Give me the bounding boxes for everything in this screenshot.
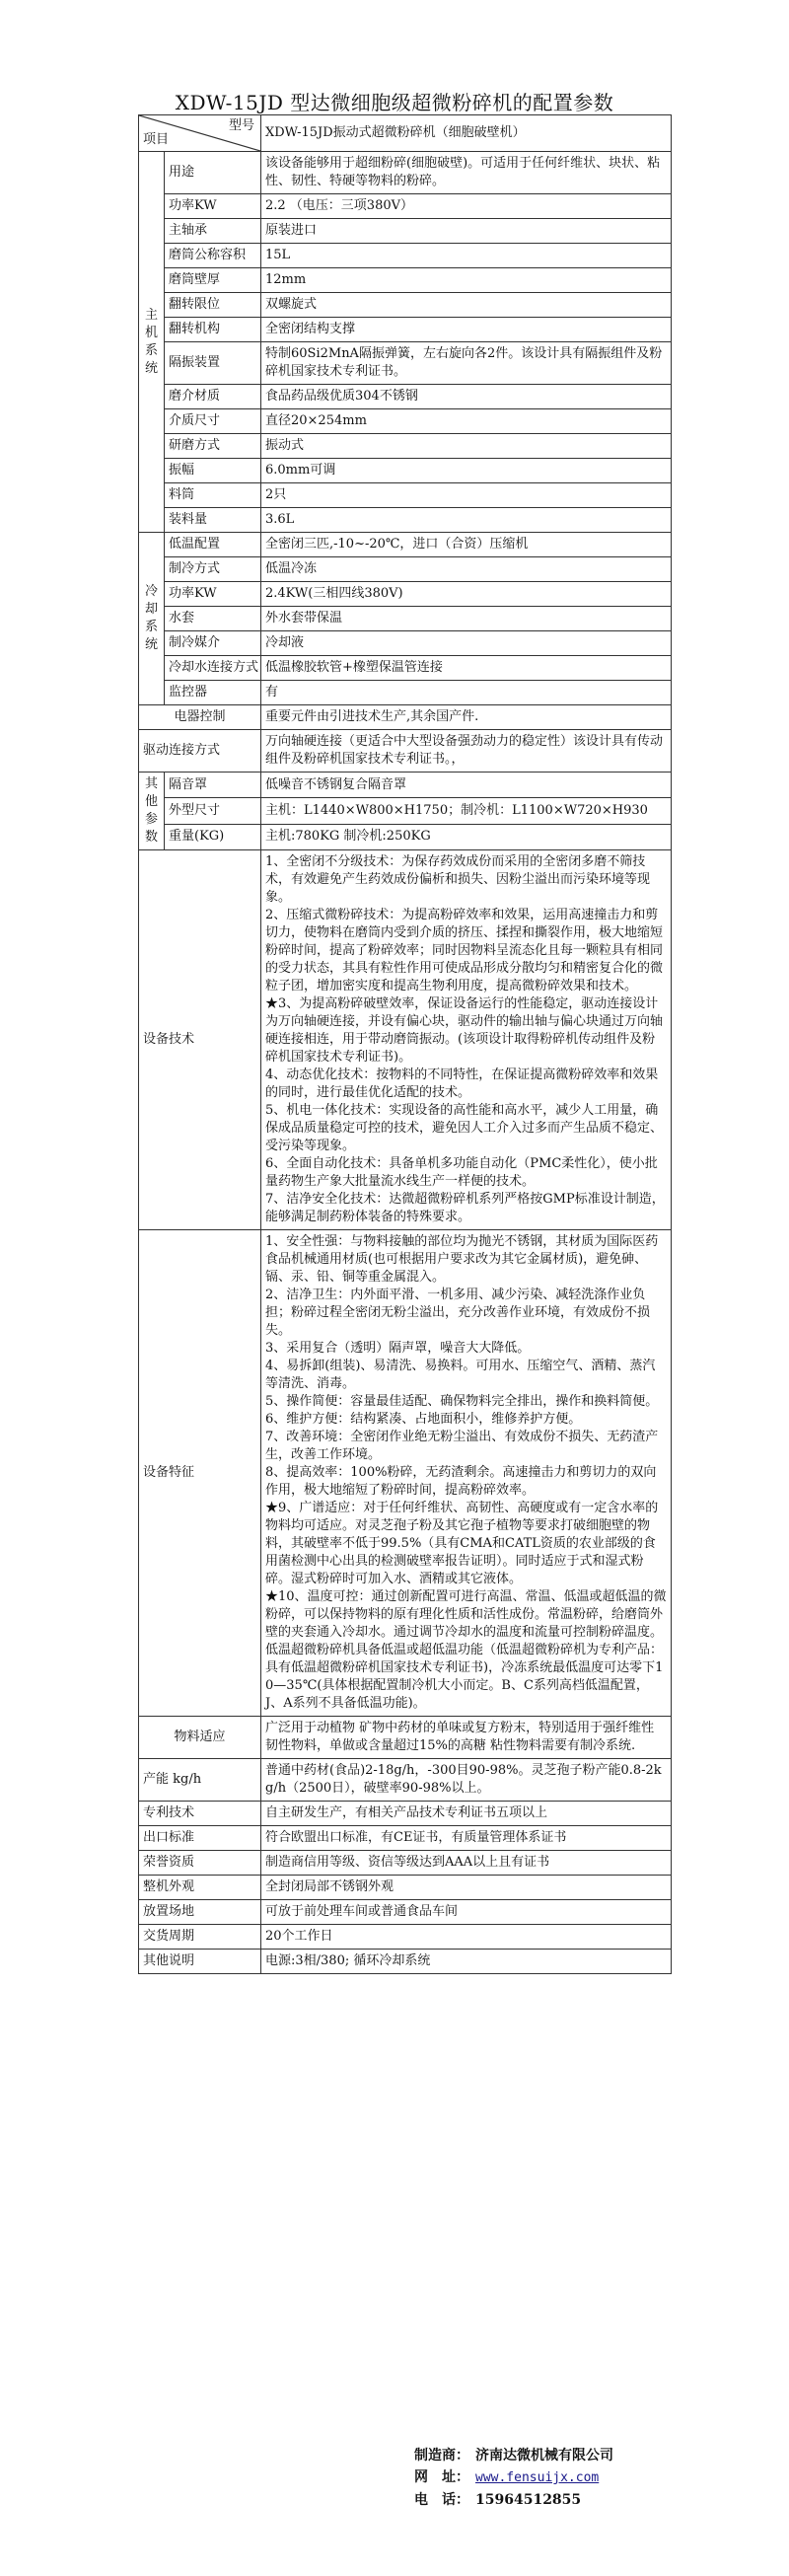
- row-value: 6.0mm可调: [261, 459, 672, 483]
- list-item: 4、动态优化技术：按物料的不同特性，在保证提高微粉碎效率和效果的同时，进行最佳优化适配的技术。: [265, 1067, 659, 1100]
- row-label: 外型尺寸: [165, 798, 261, 824]
- row-label: 装料量: [165, 508, 261, 533]
- info-value: 可放于前处理车间或普通食品车间: [261, 1900, 672, 1925]
- row-label: 功率KW: [165, 582, 261, 607]
- table-row: [139, 631, 672, 656]
- info-label: 交货周期: [139, 1925, 261, 1950]
- web-key: 网 址：: [414, 2469, 469, 2485]
- row-value: 2.2 （电压：三项380V）: [261, 194, 672, 219]
- table-row: [139, 582, 672, 607]
- row-value: 低温橡胶软管+橡塑保温管连接: [261, 656, 672, 681]
- info-value: 符合欧盟出口标准，有CE证书，有质量管理体系证书: [261, 1826, 672, 1851]
- material-suitability-label: 物料适应: [139, 1717, 261, 1759]
- equipment-technology-list: [261, 850, 672, 1230]
- table-row: [139, 409, 672, 434]
- maker-key: 制造商：: [414, 2448, 469, 2464]
- info-value: 自主研发生产，有相关产品技术专利证书五项以上: [261, 1802, 672, 1826]
- info-value: 全封闭局部不锈钢外观: [261, 1876, 672, 1900]
- row-value: 振动式: [261, 434, 672, 459]
- equipment-technology-label: 设备技术: [139, 850, 261, 1230]
- row-value: 3.6L: [261, 508, 672, 533]
- row-label: 重量(KG): [165, 824, 261, 849]
- list-item: 1、全密闭不分级技术：为保存药效成份而采用的全密闭多磨不筛技术，有效避免产生药效成份偏析和损失、因粉尘溢出而污染环境等现象。: [265, 854, 651, 905]
- list-item: ★9、广谱适应：对于任何纤维状、高韧性、高硬度或有一定含水率的物料均可适应。对灵芝孢子粉及其它孢子植物等要求打破细胞壁的物料，其破壁率不低于99.5%（具有CMA和CATL资质的农业部级的食用菌检测中心出具的检测破壁率报告证明）。同时适应于式和湿式粉碎。湿式粉碎时可加入水、酒精或其它液体。: [265, 1501, 659, 1586]
- row-label: 用途: [165, 152, 261, 194]
- main-system-group: 主机系统: [139, 152, 165, 533]
- list-item: 3、采用复合（透明）隔声罩，噪音大大降低。: [265, 1341, 531, 1356]
- row-label: 介质尺寸: [165, 409, 261, 434]
- list-item: 1、安全性强：与物料接触的部位均为抛光不锈钢，其材质为国际医药食品机械通用材质(也可根据用户要求改为其它金属材质)，避免砷、镉、汞、铅、铜等重金属混入。: [265, 1234, 659, 1285]
- maker-value: 济南达微机械有限公司: [475, 2448, 613, 2464]
- list-item: 6、维护方便：结构紧凑、占地面积小，维修养护方便。: [265, 1412, 582, 1427]
- table-row: [139, 798, 672, 824]
- table-row: [139, 152, 672, 194]
- list-item: 4、易拆卸(组装)、易清洗、易换料。可用水、压缩空气、酒精、蒸汽等清洗、消毒。: [265, 1359, 656, 1391]
- list-item: 2、压缩式微粉碎技术：为提高粉碎效率和效果，运用高速撞击力和剪切力，使物料在磨筒内受到介质的挤压、揉捏和撕裂作用，极大地缩短粉碎时间，提高了粉碎效率；同时因物料呈流态化且每一颗粒具有相同的受力状态，其具有粒性作用可使成品形成分散均匀和精密复合化的微粒子团，增加密实度和提高生物利用度，提高微粉碎效果和技术。: [265, 908, 664, 994]
- header-row: [139, 115, 672, 152]
- info-value: 电源:3相/380; 循环冷却系统: [261, 1950, 672, 1974]
- row-value: 该设备能够用于超细粉碎(细胞破壁)。可适用于任何纤维状、块状、粘性、韧性、特硬等物料的粉碎。: [261, 152, 672, 194]
- info-label: 出口标准: [139, 1826, 261, 1851]
- material-suitability-value: 广泛用于动植物 矿物中药材的单味或复方粉末，特别适用于强纤维性 韧性物料，单做或含量超过15%的高糖 粘性物料需要有制冷系统.: [261, 1717, 672, 1759]
- row-value: 冷却液: [261, 631, 672, 656]
- table-row: [139, 508, 672, 533]
- row-value: 2只: [261, 483, 672, 508]
- electrical-control-row: [139, 705, 672, 730]
- info-row: [139, 1802, 672, 1826]
- row-value: 12mm: [261, 268, 672, 293]
- row-value: 主机：L1440×W800×H1750；制冷机：L1100×W720×H930: [261, 798, 672, 824]
- electrical-control-label: 电器控制: [139, 705, 261, 730]
- model-value: XDW-15JD振动式超微粉碎机（细胞破壁机）: [261, 115, 672, 152]
- row-value: 2.4KW(三相四线380V): [261, 582, 672, 607]
- info-row: [139, 1851, 672, 1876]
- table-row: [139, 681, 672, 705]
- list-item: 5、机电一体化技术：实现设备的高性能和高水平，减少人工用量，确保成品质量稳定可控的技术，避免因人工介入过多而产生品质不稳定、受污染等现象。: [265, 1103, 664, 1153]
- list-item: 7、改善环境：全密闭作业绝无粉尘溢出、有效成份不损失、无药渣产生，改善工作环境。: [265, 1430, 659, 1462]
- website-link[interactable]: www.fensuijx.com: [475, 2470, 600, 2485]
- row-label: 功率KW: [165, 194, 261, 219]
- equipment-features-list: [261, 1230, 672, 1717]
- info-value: 20个工作日: [261, 1925, 672, 1950]
- corner-item-label: 项目: [143, 132, 170, 147]
- table-row: [139, 318, 672, 342]
- capacity-label: 产能 kg/h: [139, 1759, 261, 1802]
- info-label: 放置场地: [139, 1900, 261, 1925]
- table-row: [139, 557, 672, 582]
- other-params-group: 其他参数: [139, 773, 165, 850]
- row-label: 磨筒公称容积: [165, 244, 261, 268]
- list-item: 6、全面自动化技术：具备单机多功能自动化（PMC柔性化），使小批量药物生产象大批量流水线生产一样便的技术。: [265, 1156, 658, 1189]
- row-value: 有: [261, 681, 672, 705]
- row-value: 双螺旋式: [261, 293, 672, 318]
- table-row: [139, 824, 672, 849]
- equipment-features-row: [139, 1230, 672, 1717]
- table-row: [139, 459, 672, 483]
- tel-value: 15964512855: [475, 2492, 582, 2508]
- row-value: 15L: [261, 244, 672, 268]
- row-value: 低温冷冻: [261, 557, 672, 582]
- list-item: ★3、为提高粉碎破壁效率，保证设备运行的性能稳定，驱动连接设计为万向轴硬连接，并设有偏心块，驱动件的输出轴与偏心块通过万向轴硬连接相连，用于带动磨筒振动。(该项设计取得粉碎机传动组件及粉碎机国家技术专利证书)。: [265, 996, 664, 1065]
- list-item: 2、洁净卫生：内外面平滑、一机多用、减少污染、减轻洗涤作业负担；粉碎过程全密闭无粉尘溢出，充分改善作业环境，有效成份不损失。: [265, 1288, 651, 1338]
- table-row: [139, 293, 672, 318]
- info-label: 整机外观: [139, 1876, 261, 1900]
- row-label: 磨介材质: [165, 385, 261, 409]
- table-row: [139, 219, 672, 244]
- material-suitability-row: [139, 1717, 672, 1759]
- list-item: 7、洁净安全化技术：达微超微粉碎机系列严格按GMP标准设计制造，能够满足制药粉体装备的特殊要求。: [265, 1192, 665, 1224]
- row-label: 翻转机构: [165, 318, 261, 342]
- list-item: ★10、温度可控：通过创新配置可进行高温、常温、低温或超低温的微粉碎，可以保持物料的原有理化性质和活性成份。常温粉碎，给磨筒外壁的夹套通入冷却水。通过调节冷却水的温度和流量可控制粉碎温度。低温超微粉碎机具备低温或超低温功能（低温超微粉碎机为专利产品：具有低温超微粉碎机国家技术专利证书)，冷冻系统最低温度可达零下10—35℃(具体根据配置制冷机大小而定。B、C系列高档低温配置，J、A系列不具备低温功能)。: [265, 1589, 667, 1711]
- row-value: 外水套带保温: [261, 607, 672, 631]
- electrical-control-value: 重要元件由引进技术生产,其余国产件.: [261, 705, 672, 730]
- table-row: [139, 244, 672, 268]
- row-label: 水套: [165, 607, 261, 631]
- row-value: 直径20×254mm: [261, 409, 672, 434]
- equipment-features-label: 设备特征: [139, 1230, 261, 1717]
- table-row: [139, 656, 672, 681]
- row-label: 制冷方式: [165, 557, 261, 582]
- drive-connection-row: [139, 730, 672, 773]
- row-value: 低噪音不锈钢复合隔音罩: [261, 773, 672, 798]
- row-label: 监控器: [165, 681, 261, 705]
- spec-table: [138, 114, 672, 1974]
- row-value: 食品药品级优质304不锈钢: [261, 385, 672, 409]
- equipment-technology-row: [139, 850, 672, 1230]
- info-row: [139, 1876, 672, 1900]
- info-row: [139, 1950, 672, 1974]
- row-label: 研磨方式: [165, 434, 261, 459]
- table-row: [139, 194, 672, 219]
- table-row: [139, 268, 672, 293]
- manufacturer-block: [414, 2445, 613, 2511]
- corner-model-label: 型号: [228, 118, 254, 133]
- row-value: 主机:780KG 制冷机:250KG: [261, 824, 672, 849]
- capacity-row: [139, 1759, 672, 1802]
- info-label: 专利技术: [139, 1802, 261, 1826]
- cooling-system-group: 冷却系统: [139, 533, 165, 705]
- row-value: 特制60Si2MnA隔振弹簧，左右旋向各2件。该设计具有隔振组件及粉碎机国家技术专利证书。: [261, 342, 672, 385]
- row-label: 冷却水连接方式: [165, 656, 261, 681]
- row-value: 原装进口: [261, 219, 672, 244]
- table-row: [139, 773, 672, 798]
- row-label: 制冷媒介: [165, 631, 261, 656]
- table-row: [139, 607, 672, 631]
- row-label: 振幅: [165, 459, 261, 483]
- row-label: 磨筒壁厚: [165, 268, 261, 293]
- table-row: [139, 385, 672, 409]
- row-label: 翻转限位: [165, 293, 261, 318]
- info-row: [139, 1826, 672, 1851]
- table-row: [139, 434, 672, 459]
- row-value: 全密闭结构支撑: [261, 318, 672, 342]
- info-value: 制造商信用等级、资信等级达到AAA以上且有证书: [261, 1851, 672, 1876]
- header-corner: [139, 115, 261, 152]
- drive-connection-label: 驱动连接方式: [139, 730, 261, 773]
- info-row: [139, 1900, 672, 1925]
- info-label: 荣誉资质: [139, 1851, 261, 1876]
- row-label: 隔音罩: [165, 773, 261, 798]
- table-row: [139, 483, 672, 508]
- list-item: 8、提高效率：100%粉碎，无药渣剩余。高速撞击力和剪切力的双向作用，极大地缩短了粉碎时间，提高粉碎效率。: [265, 1465, 657, 1498]
- table-row: [139, 533, 672, 557]
- row-label: 主轴承: [165, 219, 261, 244]
- info-label: 其他说明: [139, 1950, 261, 1974]
- row-label: 料筒: [165, 483, 261, 508]
- drive-connection-value: 万向轴硬连接（更适合中大型设备强劲动力的稳定性）该设计具有传动组件及粉碎机国家技术专利证书。，: [261, 730, 672, 773]
- info-row: [139, 1925, 672, 1950]
- table-row: [139, 342, 672, 385]
- row-label: 低温配置: [165, 533, 261, 557]
- row-value: 全密闭三匹,-10~-20℃，进口（合资）压缩机: [261, 533, 672, 557]
- row-label: 隔振装置: [165, 342, 261, 385]
- page-title: XDW-15JD 型达微细胞级超微粉碎机的配置参数: [175, 91, 614, 114]
- list-item: 5、操作简便：容量最佳适配、确保物料完全排出，操作和换料简便。: [265, 1394, 659, 1409]
- tel-key: 电 话：: [414, 2492, 469, 2508]
- capacity-value: 普通中药材(食品)2-18g/h，-300目90-98%。灵芝孢子粉产能0.8-2kg/h（2500日），破壁率90-98%以上。: [261, 1759, 672, 1802]
